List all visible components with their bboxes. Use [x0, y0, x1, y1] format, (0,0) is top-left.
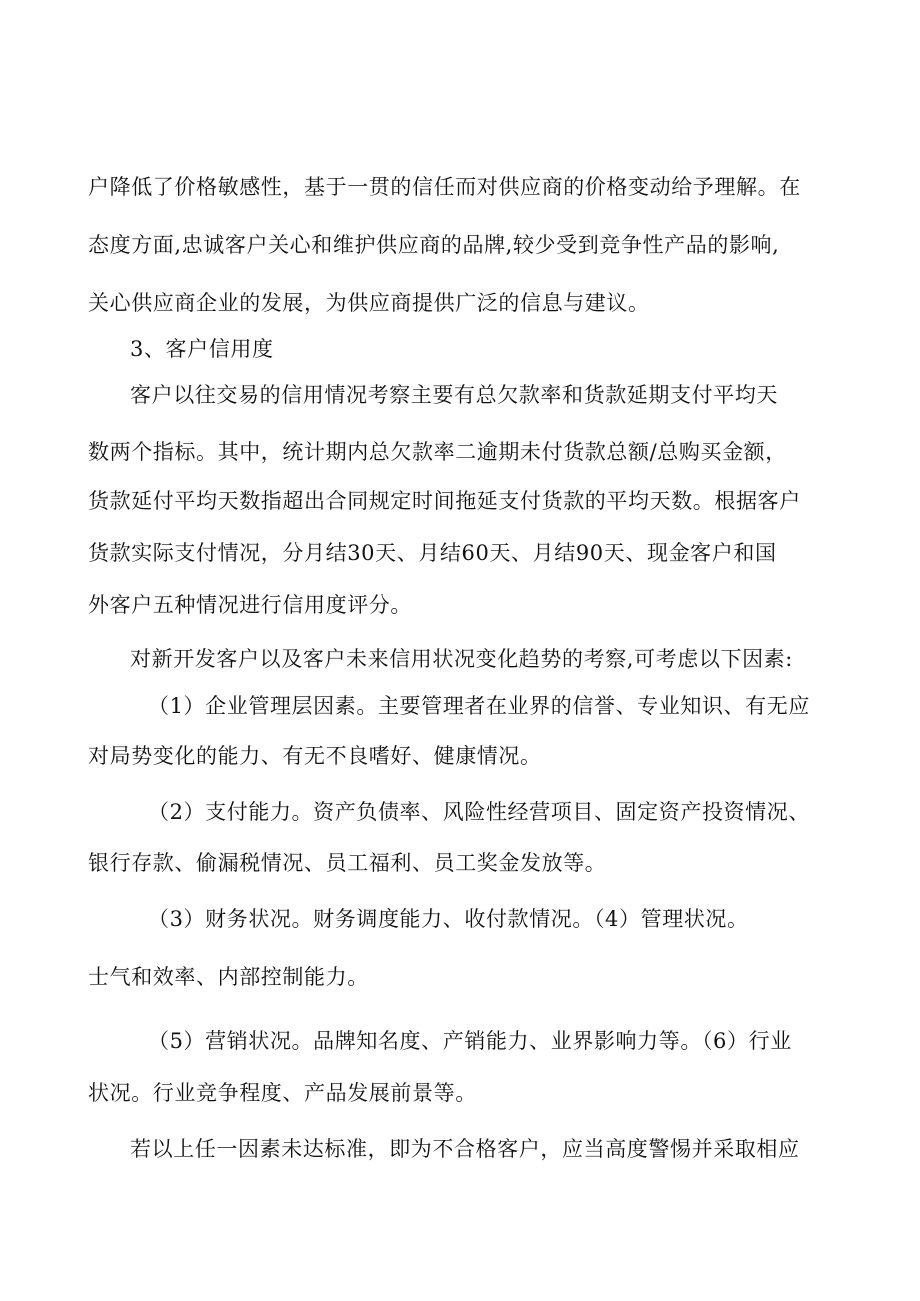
text-line: 对局势变化的能力、有无不良嗜好、健康情况。	[88, 744, 542, 768]
list-item: （1）企业管理层因素。主要管理者在业界的信誉、专业知识、有无应	[148, 694, 810, 718]
text-line: 对新开发客户以及客户未来信用状况变化趋势的考察,可考虑以下因素:	[130, 647, 793, 671]
text-line: 货款实际支付情况，分月结30天、月结60天、月结90天、现金客户和国	[88, 541, 777, 565]
text-line: 客户以往交易的信用情况考察主要有总欠款率和货款延期支付平均天	[130, 383, 778, 407]
text-line: 货款延付平均天数指超出合同规定时间拖延支付货款的平均天数。根据客户	[88, 489, 801, 513]
text-line: 银行存款、偷漏税情况、员工福利、员工奖金发放等。	[88, 851, 607, 875]
list-item: （3）财务状况。财务调度能力、收付款情况。（4）管理状况。	[148, 907, 749, 931]
list-item: （2）支付能力。资产负债率、风险性经营项目、固定资产投资情况、	[148, 800, 810, 824]
text-line: 士气和效率、内部控制能力。	[88, 965, 369, 989]
text-line: 态度方面,忠诚客户关心和维护供应商的品牌,较少受到竞争性产品的影响,	[88, 233, 780, 257]
text-line: 若以上任一因素未达标准，即为不合格客户，应当高度警惕并采取相应	[130, 1137, 800, 1161]
list-item: （5）营销状况。品牌知名度、产销能力、业界影响力等。（6）行业	[148, 1029, 792, 1053]
section-heading: 3、客户信用度	[130, 337, 274, 361]
text-line: 状况。行业竞争程度、产品发展前景等。	[88, 1081, 477, 1105]
text-line: 数两个指标。其中，统计期内总欠款率二逾期未付货款总额/总购买金额，	[88, 440, 787, 464]
text-line: 户降低了价格敏感性，基于一贯的信任而对供应商的价格变动给予理解。在	[88, 175, 801, 199]
text-line: 外客户五种情况进行信用度评分。	[88, 593, 412, 617]
text-line: 关心供应商企业的发展，为供应商提供广泛的信息与建议。	[88, 291, 650, 315]
